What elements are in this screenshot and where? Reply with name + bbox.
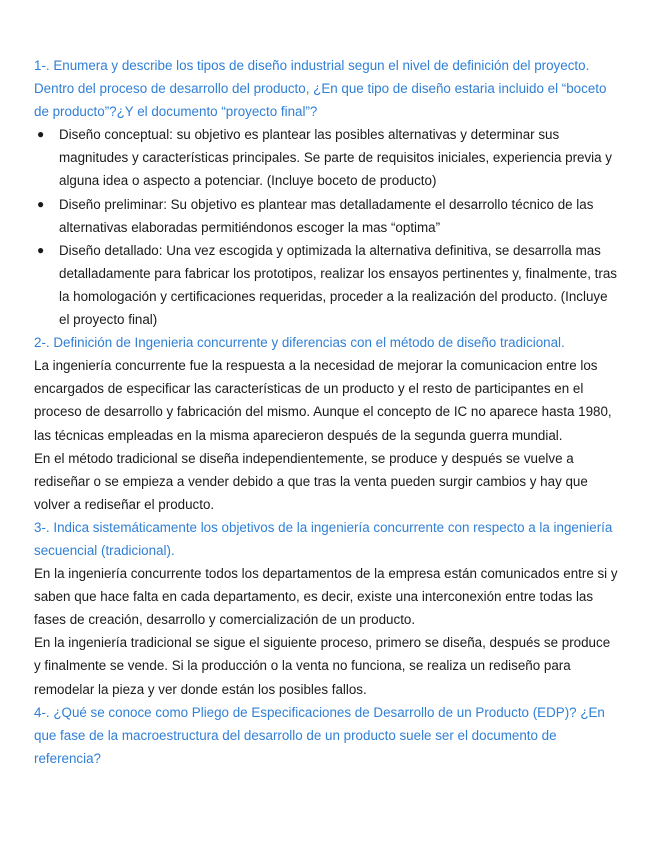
list-item bbox=[34, 193, 620, 239]
list-item bbox=[34, 123, 620, 192]
bullet-icon: ● bbox=[37, 127, 45, 142]
list-item-text: Diseño preliminar: Su objetivo es plantear mas detalladamente el desarrollo técnico de las alternativas elaboradas permitiéndonos escoger la mas “optima” bbox=[59, 196, 594, 235]
question-1: 1-. Enumera y describe los tipos de diseño industrial segun el nivel de definición del proyecto. Dentro del proceso de desarrollo del producto, ¿En que tipo de diseño estaria incluido el “boceto de producto”?¿Y el documento “proyecto final”? bbox=[34, 58, 607, 120]
list-item-text: Diseño detallado: Una vez escogida y optimizada la alternativa definitiva, se desarrolla mas detalladamente para fabricar los prototipos, realizar los ensayos pertinentes y, finalmente, tras la homologación y certificaciones requeridas, proceder a la realización del producto. (Incluye el proyecto final) bbox=[59, 242, 617, 328]
answer-paragraph: En la ingeniería tradicional se sigue el siguiente proceso, primero se diseña, después se produce y finalmente se vende. Si la producción o la venta no funciona, se realiza un rediseño para remodelar la pieza y ver donde están los posibles fallos. bbox=[34, 635, 611, 697]
answer-paragraph: En la ingeniería concurrente todos los departamentos de la empresa están comunicados entre si y saben que hace falta en cada departamento, es decir, existe una interconexión entre todas las fases de creación, desarrollo y comercialización de un producto. bbox=[34, 566, 618, 628]
design-types-list bbox=[34, 123, 620, 331]
answer-paragraph: La ingeniería concurrente fue la respuesta a la necesidad de mejorar la comunicacion entre los encargados de especificar las características de un producto y el resto de participantes en el proceso de desarrollo y fabricación del mismo. Aunque el concepto de IC no aparece hasta 1980, las técnicas empleadas en la misma aparecieron después de la segunda guerra mundial. bbox=[34, 358, 612, 443]
list-item-text: Diseño conceptual: su objetivo es plantear las posibles alternativas y determinar sus magnitudes y características principales. Se parte de requisitos iniciales, experiencia previa y alguna idea o aspecto a potenciar. (Incluye boceto de producto) bbox=[59, 127, 613, 189]
question-3: 3-. Indica sistemáticamente los objetivos de la ingeniería concurrente con respecto a la ingeniería secuencial (tradicional). bbox=[34, 519, 613, 558]
answer-paragraph: En el método tradicional se diseña independientemente, se produce y después se vuelve a rediseñar o se empieza a vender debido a que tras la venta pueden surgir cambios y hay que volver a rediseñar el producto. bbox=[34, 450, 588, 512]
question-2: 2-. Definición de Ingenieria concurrente y diferencias con el método de diseño tradicional. bbox=[34, 335, 565, 351]
list-item bbox=[34, 239, 620, 331]
bullet-icon: ● bbox=[37, 242, 45, 257]
question-4: 4-. ¿Qué se conoce como Pliego de Especificaciones de Desarrollo de un Producto (EDP)? ¿En que fase de la macroestructura del desarrollo de un producto suele ser el documento de referencia? bbox=[34, 704, 605, 766]
bullet-icon: ● bbox=[37, 196, 45, 211]
